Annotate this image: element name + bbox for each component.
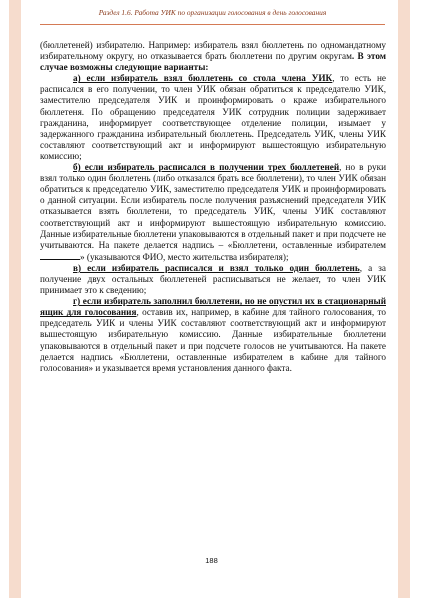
paragraph-intro bbox=[40, 40, 386, 73]
running-header: Раздел 1.6. Работа УИК по организации голосования в день голосования bbox=[98, 8, 327, 17]
page-number: 188 bbox=[205, 556, 218, 565]
option-d-text: , оставив их, например, в кабине для тайного голосования, то председатель УИК и члены УИК составляют соответствующий акт и информируют вышестоящую избирательную комиссию. Данные избирательные бюллетени упаковываются в отдельный пакет и при подсчете голосов не учитываются. На пакете делается надпись «Бюллетени, оставленные избирателем в кабине для тайного голосования» и указывается время установления данного факта. bbox=[40, 307, 386, 373]
header-divider bbox=[40, 24, 385, 25]
option-b-heading: б) если избиратель расписался в получении трех бюллетеней bbox=[73, 162, 340, 173]
option-d-heading: г) если избиратель заполнил бюллетени, но не опустил их в стационарный ящик для голосования bbox=[40, 296, 386, 318]
option-c-heading: в) если избиратель расписался и взял только один бюллетень bbox=[73, 262, 360, 273]
left-decorative-bar bbox=[9, 0, 21, 598]
fill-in-blank bbox=[40, 251, 80, 260]
option-a-text: , то есть не расписался в его получении, то член УИК обязан обратиться к председателю УИК, заместителю председателя УИК и проинформировать о краже избирательного бюллетеня. По обращению председателя УИК сотрудник полиции задерживает гражданина, информирует соответствующее отделение полиции, изымает у задержанного гражданина избирательный бюллетень. Председатель УИК, члены УИК составляют соответствующий акт и информируют вышестоящую избирательную комиссию; bbox=[40, 73, 386, 161]
right-decorative-bar bbox=[398, 0, 410, 598]
option-b-text: , но в руки взял только один бюллетень (либо отказался брать все бюллетени), то член УИК обязан обратиться к председателю УИК, заместителю председателя УИК и проинформировать о данной ситуации. Если избиратель после получения разъяснений председателя УИК отказывается взять бюллетени, то председатель УИК, члены УИК составляют соответствующий акт и информируют вышестоящую избирательную комиссию. Данные избирательные бюллетени упаковываются в отдельный пакет и при подсчете не учитываются. На пакете делается надпись – «Бюллетени, оставленные избирателем bbox=[40, 162, 386, 250]
page-body bbox=[40, 40, 386, 374]
option-a-heading: а) если избиратель взял бюллетень со стола члена УИК bbox=[73, 73, 333, 84]
paragraph-option-d bbox=[40, 296, 386, 374]
paragraph-option-b bbox=[40, 162, 386, 263]
option-c-text: , а за получение двух остальных бюллетеней расписываться не желает, то член УИК принимает это к сведению; bbox=[40, 262, 386, 296]
paragraph-option-c bbox=[40, 263, 386, 296]
intro-bold: . В этом случае возможны следующие варианты: bbox=[40, 51, 386, 73]
option-b-tail: » (указываются ФИО, место жительства избирателя); bbox=[80, 251, 289, 262]
intro-text: (бюллетеней) избирателю. Например: избиратель взял бюллетень по одномандатному избирательному округу, но отказывается брать бюллетени по другим округам bbox=[40, 40, 386, 62]
paragraph-option-a bbox=[40, 73, 386, 162]
